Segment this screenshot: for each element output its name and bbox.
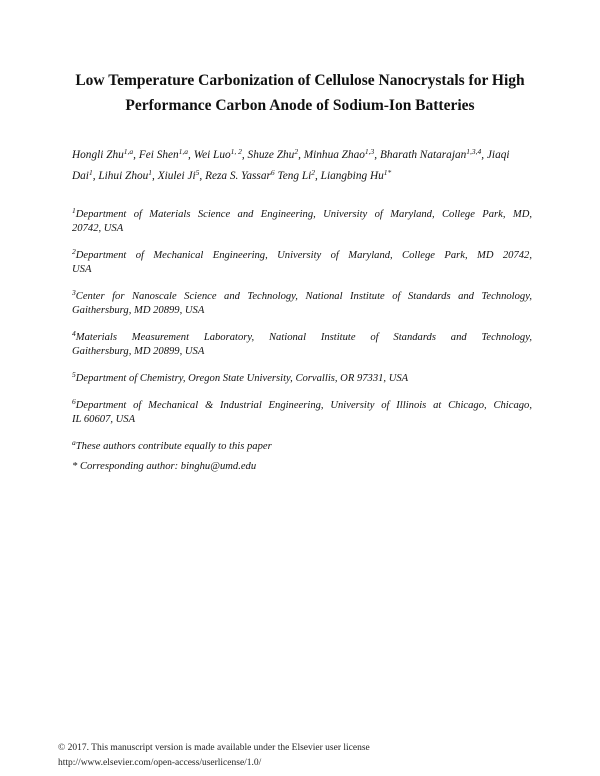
- affiliation-6: [72, 399, 532, 427]
- author: Shuze Zhu$^2$: [247, 147, 299, 161]
- affiliation-line: $^5$Department of Chemistry, Oregon State University, Corvallis, OR 97331, USA: [72, 370, 409, 384]
- affiliation-line: $^1$Department of Materials Science and Engineering, University of Maryland, College Park, MD,: [72, 206, 532, 220]
- affiliation-line: Gaithersburg, MD 20899, USA: [72, 305, 205, 316]
- author: Liangbing $Hu^{1*}$: [320, 168, 392, 182]
- author-list: [72, 145, 532, 187]
- author: Fei Shen$^{1,a}$: [138, 147, 189, 161]
- author: Teng Li$^2$: [277, 168, 316, 182]
- author: Wei Luo$^{1, 2}$: [193, 147, 242, 161]
- author: Dai$^1$: [72, 168, 93, 182]
- affiliation-5: [72, 372, 532, 386]
- affiliation-line: 20742, USA: [72, 223, 124, 234]
- corresponding-author-note: * Corresponding author: binghu@umd.edu: [72, 461, 257, 472]
- affiliation-line: $^4$Materials Measurement Laboratory, National Institute of Standards and Technology,: [72, 329, 532, 343]
- title-line-1: Low Temperature Carbonization of Cellulose Nanocrystals for High: [75, 72, 525, 89]
- affiliation-line: USA: [72, 264, 92, 275]
- affiliation-line: $^6$Department of Mechanical & Industrial Engineering, University of Illinois at Chicago, Chicago,: [72, 397, 532, 411]
- affiliation-line: $^3$Center for Nanoscale Science and Technology, National Institute of Standards and Technology,: [72, 288, 532, 302]
- author-line-1: Hongli Zhu$^{1,a}$, Fei Shen$^{1,a}$, Wei Luo$^{1, 2}$, Shuze Zhu$^2$, Minhua Zhao$^{1,3}$, Bharath Natarajan$^{1,3,4}$, Jiaqi: [72, 147, 510, 161]
- author-name-part: Jiaqi: [486, 149, 510, 161]
- title-line-2: Performance Carbon Anode of Sodium-Ion Batteries: [125, 97, 475, 114]
- affiliation-4: [72, 331, 532, 359]
- affiliation-1: [72, 208, 532, 236]
- affiliation-line: Gaithersburg, MD 20899, USA: [72, 346, 205, 357]
- affiliation-3: [72, 290, 532, 318]
- author: Xiulei Ji$^5$: [157, 168, 200, 182]
- author: Lihui Zhou$^1$: [98, 168, 153, 182]
- author-line-2: Dai$^1$, Lihui Zhou$^1$, Xiulei Ji$^5$, Reza S. Yassar$^6$ Teng Li$^2$, Liangbing $Hu^{1*}$: [72, 168, 392, 182]
- affiliation-line: $^2$Department of Mechanical Engineering, University of Maryland, College Park, MD 20742,: [72, 247, 532, 261]
- license-url: http://www.elsevier.com/open-access/userlicense/1.0/: [58, 758, 262, 768]
- license-footer: [58, 741, 558, 771]
- equal-contribution-note: $^a$These authors contribute equally to this paper: [72, 438, 272, 452]
- paper-title: [60, 68, 540, 118]
- author: Hongli Zhu$^{1,a}$: [72, 147, 134, 161]
- affiliation-2: [72, 249, 532, 277]
- affiliation-line: IL 60607, USA: [72, 414, 136, 425]
- author: Bharath Natarajan$^{1,3,4}$: [379, 147, 482, 161]
- license-text: © 2017. This manuscript version is made available under the Elsevier user license: [58, 743, 370, 753]
- author: Reza S. Yassar$^6$: [205, 168, 275, 182]
- author: Minhua Zhao$^{1,3}$: [303, 147, 375, 161]
